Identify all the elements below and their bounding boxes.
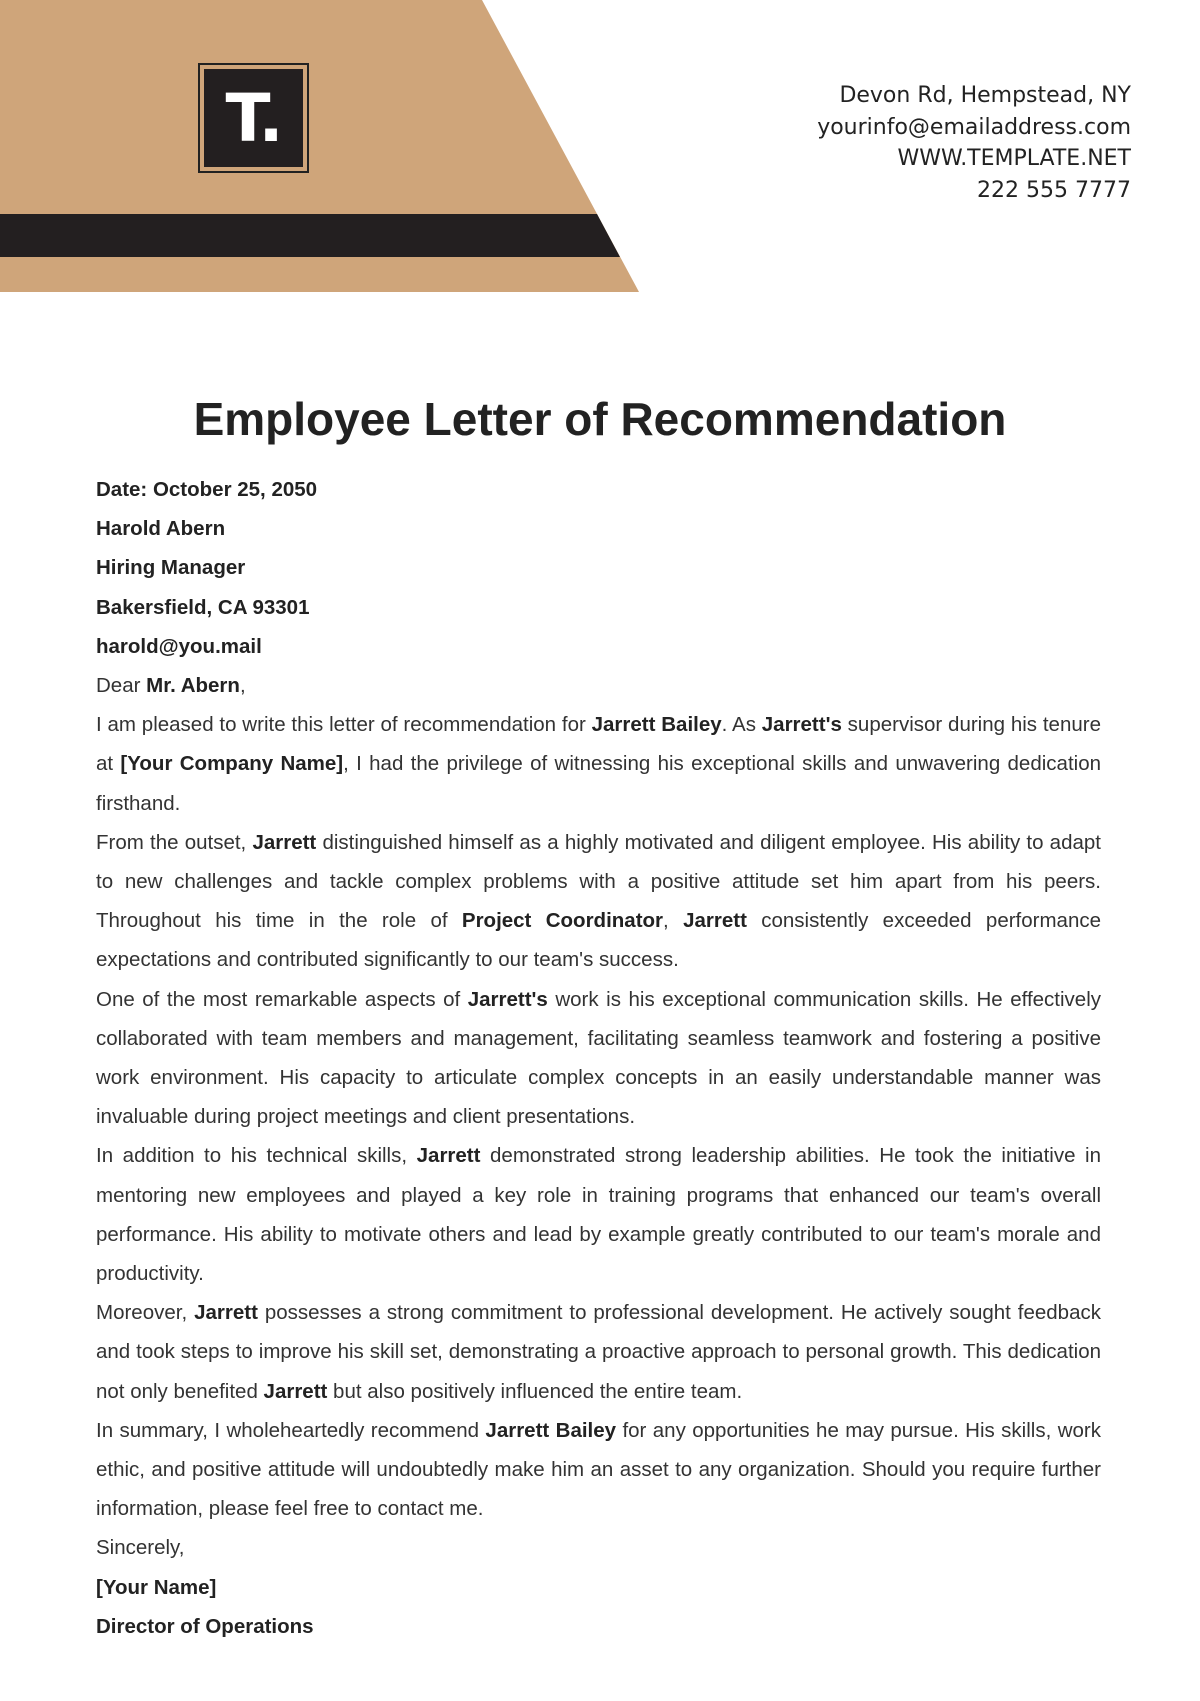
bold-text: Project Coordinator: [461, 909, 664, 933]
recipient-address: Bakersfield, CA 93301: [96, 595, 310, 619]
recipient-title: Hiring Manager: [96, 556, 246, 580]
text-run: Dear: [96, 674, 147, 698]
contact-info: [817, 80, 1131, 206]
contact-phone: 222 555 7777: [977, 177, 1131, 203]
text-run: From the outset,: [96, 830, 253, 854]
text-run: One of the most remarkable aspects of: [96, 987, 468, 1011]
header-banner: [0, 0, 700, 300]
letter-paragraph: [96, 1136, 1101, 1293]
bold-text: Jarrett Bailey: [591, 713, 722, 737]
recipient-email: harold@you.mail: [96, 634, 262, 658]
text-run: , I had the privilege of witnessing his exceptional skills and unwavering dedication firsthand.: [96, 752, 1101, 815]
bold-text: Director of Operations: [96, 1614, 314, 1638]
letter-paragraphs: [96, 666, 1101, 1646]
letter-date: Date: October 25, 2050: [96, 478, 318, 501]
text-run: Sincerely,: [96, 1536, 185, 1560]
letter-paragraph: [96, 1293, 1101, 1411]
text-run: In addition to his technical skills,: [96, 1144, 417, 1168]
bold-text: Jarrett: [683, 909, 747, 933]
letter-paragraph: [96, 980, 1101, 1137]
logo-mark: T.: [204, 69, 303, 167]
letter-paragraph: [96, 705, 1101, 823]
text-run: ,: [663, 909, 684, 933]
bold-text: Jarrett Bailey: [485, 1418, 617, 1442]
bold-text: Jarrett: [252, 830, 317, 854]
bold-text: Mr. Abern: [146, 674, 240, 698]
letter-body: [96, 470, 1101, 1646]
contact-website: WWW.TEMPLATE.NET: [897, 146, 1131, 171]
text-run: . As: [721, 713, 762, 737]
page-title: Employee Letter of Recommendation: [193, 393, 1007, 445]
recipient-block: [96, 470, 1101, 666]
text-run: for any opportunities he may pursue. His skills, work ethic, and positive attitude will undoubtedly make him an asset to any organization. Should you require further information, please feel free to contact me.: [96, 1418, 1101, 1521]
text-run: ,: [239, 674, 246, 698]
letter-paragraph: [96, 1528, 1101, 1567]
letter-paragraph: [96, 1411, 1101, 1529]
letter-paragraph: [96, 666, 1101, 705]
bold-text: Jarrett: [194, 1301, 258, 1325]
text-run: Moreover,: [96, 1301, 195, 1325]
bold-text: Jarrett's: [467, 987, 548, 1011]
black-band: [0, 214, 620, 257]
recipient-name: Harold Abern: [96, 517, 226, 541]
text-run: possesses a strong commitment to professional development. He actively sought feedback and took steps to improve his skill set, demonstrating a proactive approach to personal growth. This dedication not only benefited: [96, 1301, 1101, 1403]
text-run: work is his exceptional communication skills. He effectively collaborated with team members and management, facilitating seamless teamwork and fostering a positive work environment. His capacity to articulate complex concepts in an easily understandable manner was invaluable during project meetings and client presentations.: [96, 987, 1101, 1129]
contact-address: Devon Rd, Hempstead, NY: [839, 83, 1131, 108]
bold-text: Jarrett: [416, 1144, 481, 1168]
letter-paragraph: [96, 1607, 1101, 1646]
text-run: I am pleased to write this letter of recommendation for: [96, 713, 592, 737]
bold-text: Jarrett's: [761, 713, 842, 737]
text-run: consistently exceeded performance expectations and contributed significantly to our team's success.: [96, 909, 1101, 972]
bold-text: [Your Name]: [96, 1575, 217, 1599]
company-logo: [198, 63, 309, 173]
contact-email: yourinfo@emailaddress.com: [817, 114, 1131, 140]
letter-paragraph: [96, 1568, 1101, 1607]
bold-text: Jarrett: [263, 1379, 328, 1403]
bold-text: [Your Company Name]: [120, 752, 344, 776]
letter-paragraph: [96, 823, 1101, 980]
text-run: In summary, I wholeheartedly recommend: [96, 1418, 486, 1442]
text-run: distinguished himself as a highly motivated and diligent employee. His ability to adapt to new challenges and tackle complex problems with a positive attitude set him apart from his peers. Throughout his time in the role of: [96, 830, 1101, 933]
text-run: but also positively influenced the entire team.: [327, 1379, 743, 1403]
text-run: supervisor during his tenure at: [96, 713, 1101, 776]
text-run: demonstrated strong leadership abilities. He took the initiative in mentoring new employees and played a key role in training programs that enhanced our team's overall performance. His ability to motivate others and lead by example greatly contributed to our team's morale and productivity.: [96, 1144, 1102, 1286]
